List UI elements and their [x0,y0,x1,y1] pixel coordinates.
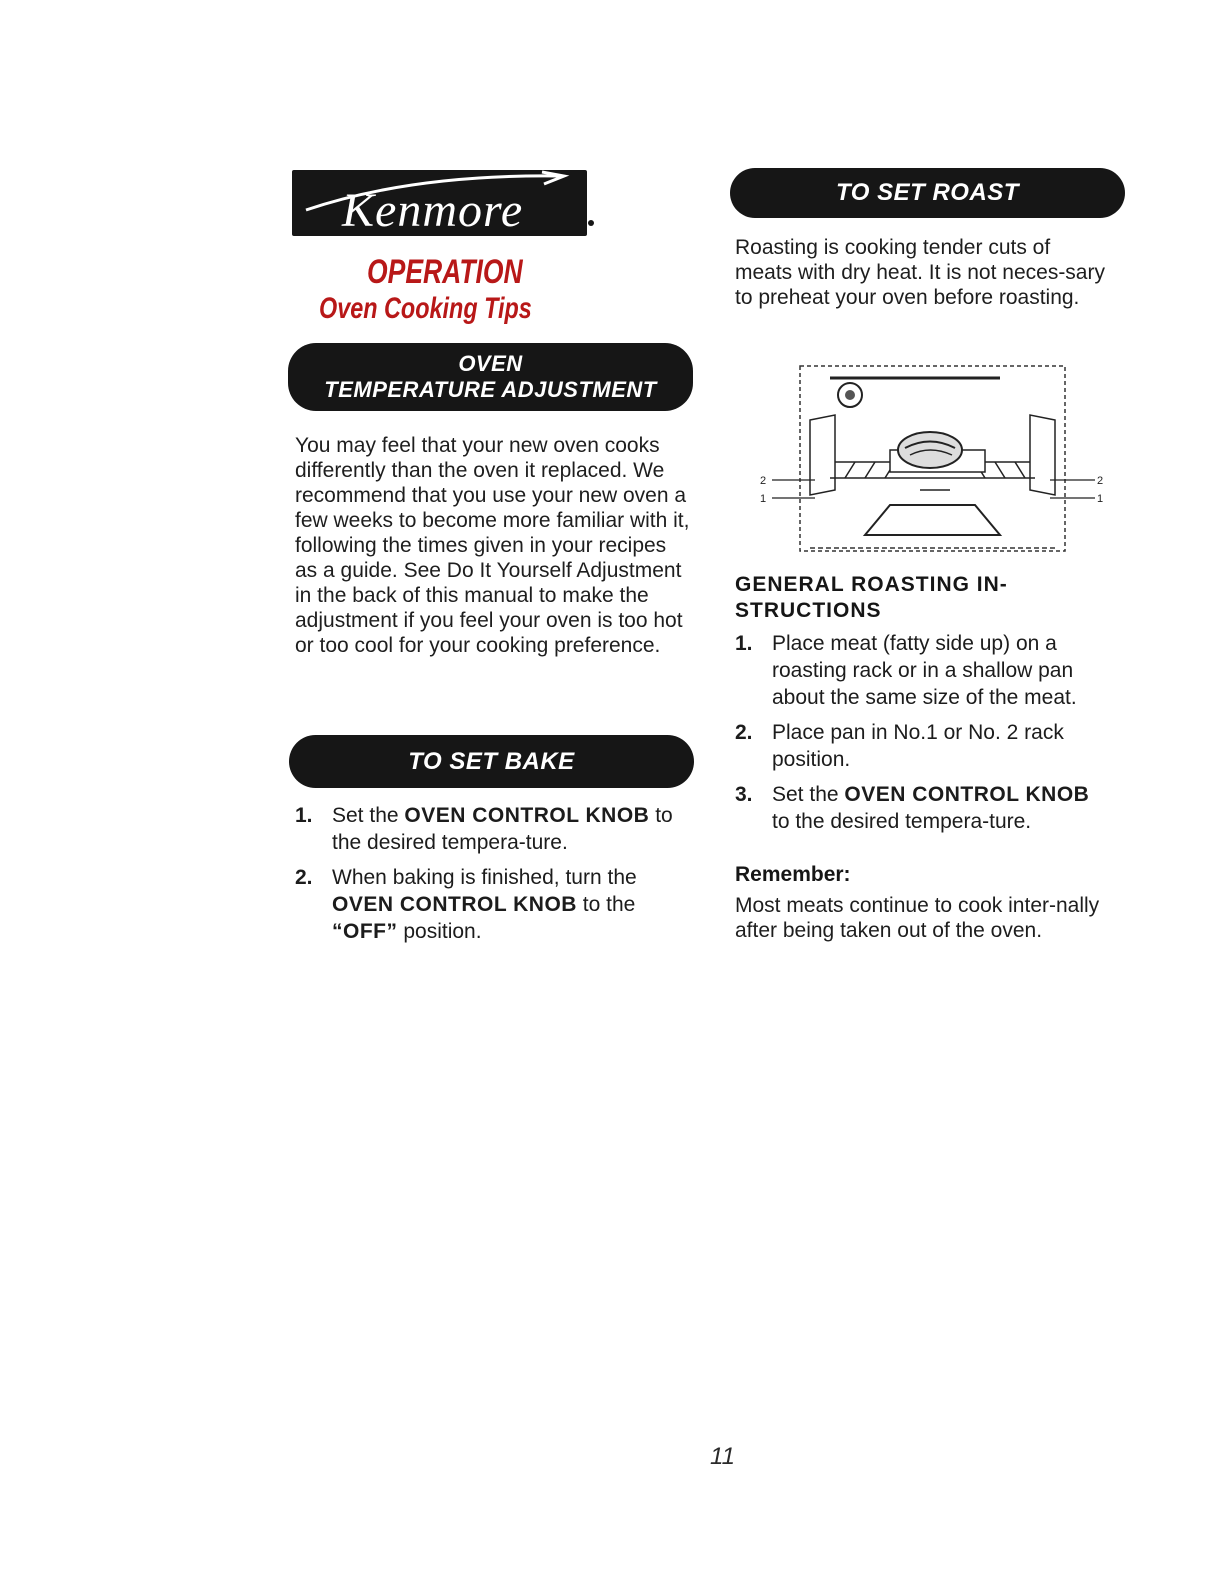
banner-line-1: OVEN [458,351,523,376]
step-text: position. [397,920,482,943]
bake-step [295,802,695,856]
rack-label-1-left: 1 [760,493,767,505]
step-number: 2. [735,721,753,744]
step-text: Set the [772,783,845,806]
roast-step [735,781,1105,835]
step-bold-text: OVEN CONTROL KNOB [404,804,650,827]
step-text: Set the [332,804,405,827]
bake-steps [295,802,695,953]
step-bold-text: “OFF” [332,920,398,943]
section-title: OPERATION [367,253,523,291]
kenmore-logo [292,170,592,240]
step-text: to the desired tempera-ture. [332,804,673,854]
bake-step [295,864,695,945]
bake-element [865,505,1000,535]
right-rack-support [1030,415,1055,495]
remember-heading: Remember: [735,863,851,886]
step-text: Place pan in No.1 or No. 2 rack position. [772,721,1064,771]
banner-line-2: TEMPERATURE ADJUSTMENT [324,377,657,402]
roast-intro-paragraph: Roasting is cooking tender cuts of meats with dry heat. It is not neces-sary to preheat your oven before roasting. [735,236,1105,309]
roast-step [735,630,1105,711]
step-text: When baking is finished, turn the [332,866,637,889]
step-text: to the desired tempera-ture. [772,810,1032,833]
step-number: 1. [735,632,753,655]
rack-label-2-left: 2 [760,475,767,487]
roasting-instructions-heading: GENERAL ROASTING IN-STRUCTIONS [735,573,1008,622]
step-text: Place meat (fatty side up) on a roasting rack or in a shallow pan about the same size of the meat. [772,632,1077,709]
step-number: 1. [295,804,313,827]
rack-label-2-right: 2 [1097,475,1104,487]
step-bold-text: OVEN CONTROL KNOB [332,893,577,916]
left-rack-support [810,415,835,495]
page-number: 11 [710,1443,735,1470]
oven-temp-adjust-banner [288,343,693,411]
oven-adjust-paragraph: You may feel that your new oven cooks differently than the oven it replaced. We recommend that you use your new oven a few weeks to become more familiar with it, following the times given in your recipes as a guide. See Do It Yourself Adjustment in the back of this manual to make the adjustment if you feel your oven is too hot or too cool for your cooking preference. [295,434,690,657]
logo-wordmark: Kenmore [342,184,524,237]
oven-roasting-illustration [760,360,1105,560]
step-text: to the [576,893,636,916]
section-subtitle: Oven Cooking Tips [319,292,532,325]
step-bold-text: OVEN CONTROL KNOB [844,783,1090,806]
logo-dot [588,220,594,226]
step-number: 2. [295,866,313,889]
remember-paragraph: Most meats continue to cook inter-nally after being taken out of the oven. [735,894,1100,942]
set-bake-banner: TO SET BAKE [289,735,694,788]
set-roast-banner: TO SET ROAST [730,168,1125,218]
rack-label-1-right: 1 [1097,493,1104,505]
oven-light-center [845,390,855,400]
roast-steps [735,630,1105,843]
roast-step [735,719,1105,773]
step-number: 3. [735,783,753,806]
